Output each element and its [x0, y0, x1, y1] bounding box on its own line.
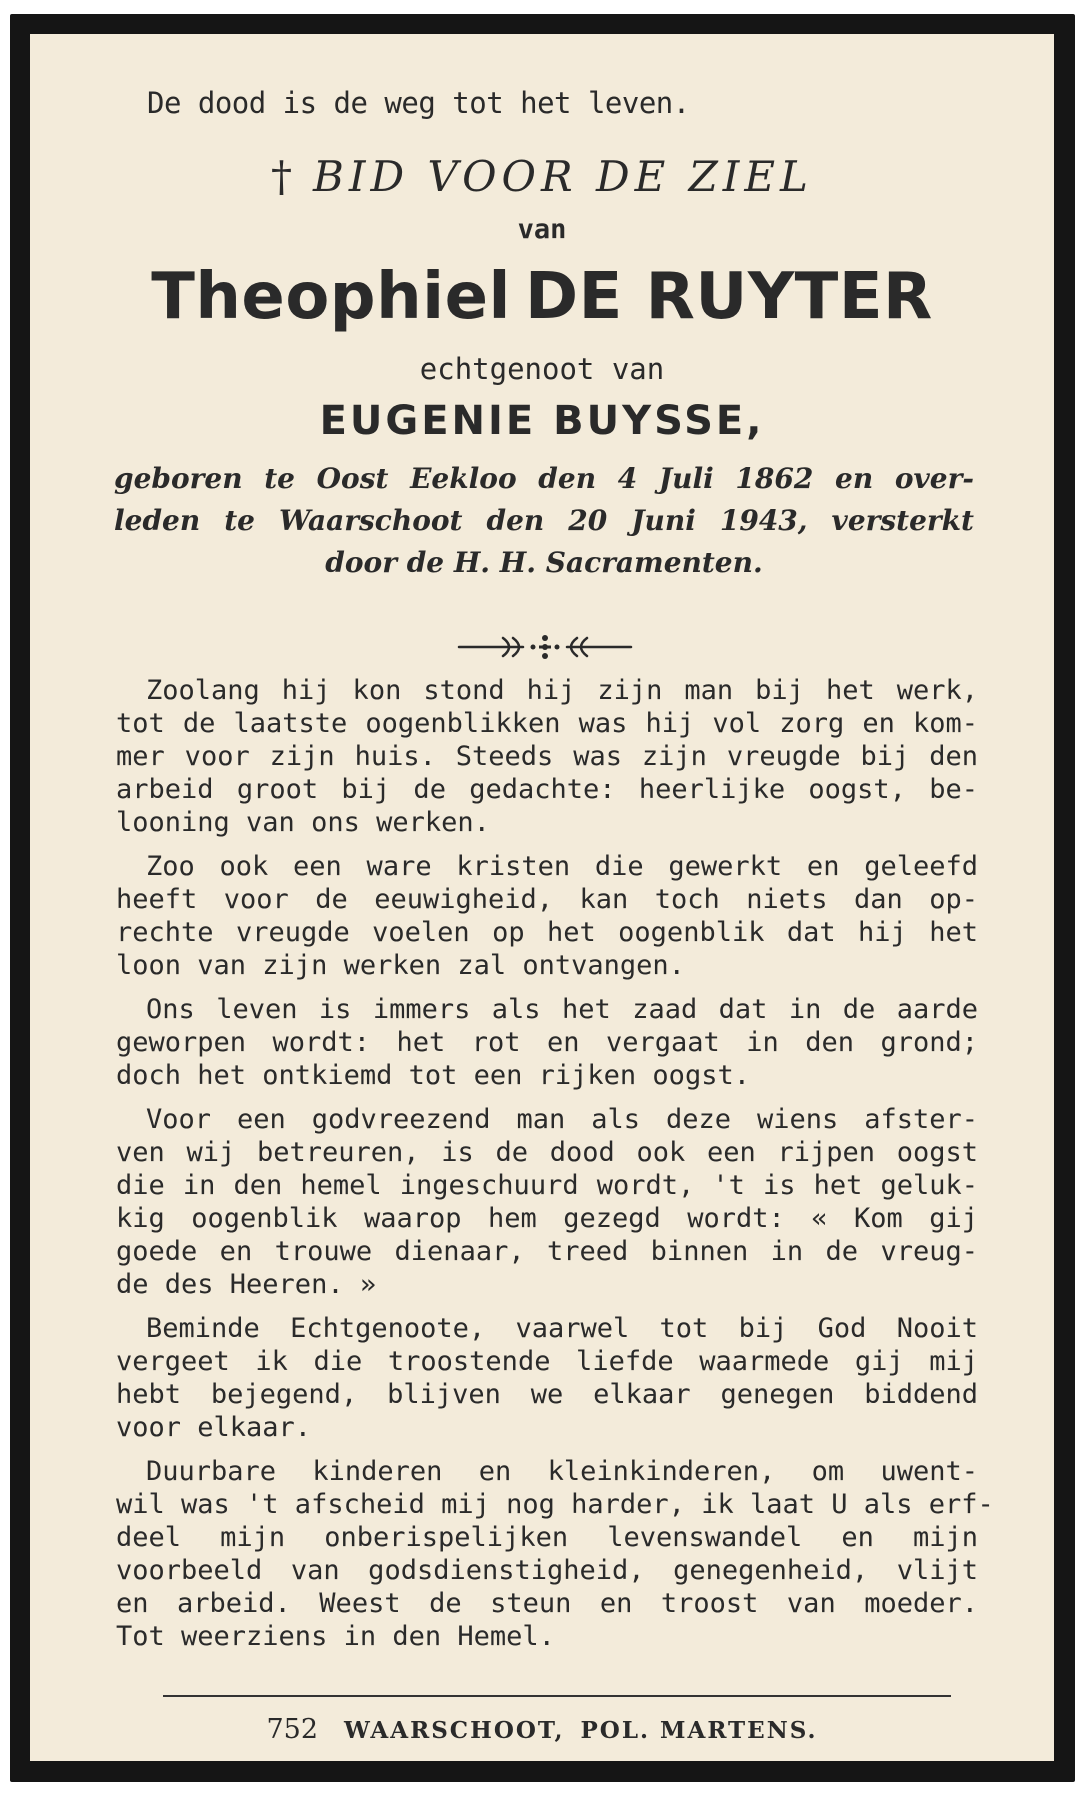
paragraph — [116, 1103, 978, 1301]
printer-name: POL. MARTENS. — [580, 1717, 818, 1744]
text-line: ven wij betreuren, is de dood ook een rijpen oogst — [116, 1137, 978, 1168]
text-line: doch het ontkiemd tot een rijken oogst. — [116, 1060, 750, 1091]
text-line: voor elkaar. — [116, 1412, 312, 1443]
van-label: van — [517, 214, 567, 245]
text-line: Zoo ook een ware kristen die gewerkt en geleefd — [146, 851, 978, 882]
text-line: kig oogenblik waarop hem gezegd wordt: « Kom gij — [116, 1203, 978, 1234]
memorial-card-border — [10, 14, 1075, 1782]
footer-divider — [163, 1695, 951, 1697]
text-line: Zoolang hij kon stond hij zijn man bij het werk, — [146, 675, 978, 706]
text-line: die in den hemel ingeschuurd wordt, 't is het geluk- — [116, 1170, 978, 1201]
deceased-first-name: Theophiel — [151, 260, 511, 334]
text-line: Duurbare kinderen en kleinkinderen, om uwent- — [146, 1456, 978, 1487]
text-line: tot de laatste oogenblikken was hij vol zorg en kom- — [116, 708, 978, 739]
ornament-divider-icon — [455, 630, 635, 664]
text-line: Voor een godvreezend man als deze wiens afster- — [146, 1104, 978, 1135]
paragraph — [116, 993, 978, 1092]
text-line: geworpen wordt: het rot en vergaat in den grond; — [116, 1027, 978, 1058]
printer-number: 752 — [266, 1714, 319, 1745]
birth-death-text — [114, 458, 974, 584]
text-line: voorbeeld van godsdienstigheid, genegenheid, vlijt — [116, 1555, 978, 1586]
paragraph — [116, 1455, 994, 1653]
text-line: arbeid groot bij de gedachte: heerlijke oogst, be- — [116, 774, 978, 805]
cross-icon: † — [271, 152, 298, 201]
printer-credit — [30, 1714, 1054, 1745]
paragraph — [116, 1312, 978, 1444]
text-line: loon van zijn werken zal ontvangen. — [116, 950, 685, 981]
text-line: Tot weerziens in den Hemel. — [116, 1621, 555, 1652]
memorial-card — [30, 34, 1054, 1761]
text-line: deel mijn onberispelijken levenswandel en mijn — [116, 1522, 978, 1553]
paragraph — [116, 850, 978, 982]
motto: De dood is de weg tot het leven. — [147, 86, 690, 120]
text-line: de des Heeren. » — [116, 1269, 377, 1300]
spouse-intro: echtgenoot van — [419, 352, 665, 386]
body-text — [116, 674, 994, 1664]
text-line: Ons leven is immers als het zaad dat in de aarde — [146, 994, 978, 1025]
prayer-heading — [30, 152, 1054, 201]
text-line: Beminde Echtgenoote, vaarwel tot bij God Nooit — [146, 1313, 978, 1344]
text-line: heeft voor de eeuwigheid, kan toch niets dan op- — [116, 884, 978, 915]
text-line: en arbeid. Weest de steun en troost van moeder. — [116, 1588, 978, 1619]
birth-death-line: leden te Waarschoot den 20 Juni 1943, versterkt — [114, 504, 974, 537]
printer-town: WAARSCHOOT, — [344, 1717, 565, 1744]
spouse-name: EUGENIE BUYSSE, — [319, 398, 765, 444]
deceased-name — [30, 260, 1054, 334]
birth-death-line: door de H. H. Sacramenten. — [325, 546, 763, 579]
birth-death-line: geboren te Oost Eekloo den 4 Juli 1862 en over- — [114, 462, 974, 495]
paragraph — [116, 674, 978, 839]
text-line: vergeet ik die troostende liefde waarmede gij mij — [116, 1346, 978, 1377]
text-line: looning van ons werken. — [116, 807, 490, 838]
text-line: hebt bejegend, blijven we elkaar genegen biddend — [116, 1379, 978, 1410]
text-line: rechte vreugde voelen op het oogenblik dat hij het — [116, 917, 978, 948]
prayer-text: BID VOOR DE ZIEL — [313, 152, 813, 201]
deceased-last-name: DE RUYTER — [524, 260, 933, 334]
text-line: wil was 't afscheid mij nog harder, ik laat U als erf- — [116, 1489, 994, 1520]
text-line: mer voor zijn huis. Steeds was zijn vreugde bij den — [116, 741, 978, 772]
text-line: goede en trouwe dienaar, treed binnen in de vreug- — [116, 1236, 978, 1267]
